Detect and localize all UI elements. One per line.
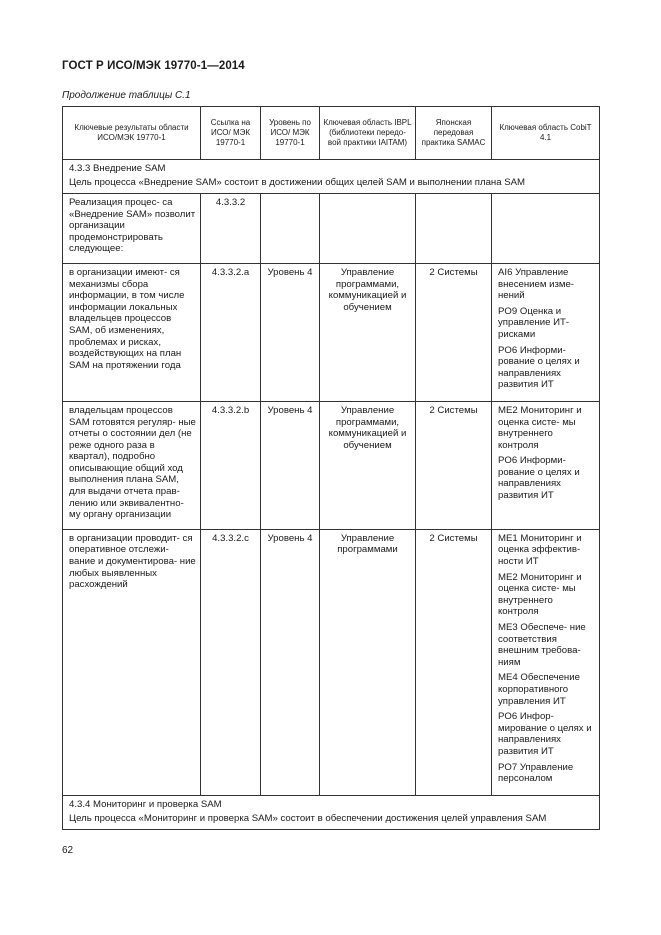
level-cell: Уровень 4 [261, 401, 320, 529]
samac-cell [416, 194, 492, 264]
ibpl-cell: Управление программами [320, 529, 416, 795]
result-cell: в организации имеют- ся механизмы сбора информации, в том числе информации локальных владельцев процессов SAM, об изменениях, проблемах и рисках, воздействующих на план SAM на протяжении года [63, 263, 201, 401]
cobit-item: PO9 Оценка и управление ИТ- рисками [498, 305, 570, 340]
samac-cell: 2 Системы [416, 529, 492, 795]
section-heading: 4.3.3 Внедрение SAM [69, 163, 166, 174]
samac-cell: 2 Системы [416, 401, 492, 529]
header-cobit: Ключевая область CobiT 4.1 [492, 107, 600, 160]
cobit-item: PO6 Информи- рование о целях и направлениях развития ИТ [498, 455, 580, 502]
table-header-row [63, 107, 600, 160]
level-cell [261, 194, 320, 264]
header-ibpl: Ключевая область IBPL (библиотеки передо- вой практики IAITAM) [320, 107, 416, 160]
ibpl-cell: Управление программами, коммуникацией и обучением [320, 263, 416, 401]
section-cell [63, 160, 600, 194]
header-iso-results: Ключевые результаты области ИСО/МЭК 19770-1 [63, 107, 201, 160]
table-row [63, 529, 600, 795]
cobit-item: ME2 Мониторинг и оценка систе- мы внутреннего контроля [498, 571, 582, 618]
cobit-item: AI6 Управление внесением изме- нений [498, 266, 575, 302]
reference-cell: 4.3.3.2.b [201, 401, 261, 529]
cobit-cell [492, 194, 600, 264]
header-iso-reference: Ссылка на ИСО/ МЭК 19770-1 [201, 107, 261, 160]
section-row [63, 795, 600, 829]
section-heading: 4.3.4 Мониторинг и проверка SAM [69, 798, 222, 810]
reference-cell: 4.3.3.2 [201, 194, 261, 264]
reference-cell: 4.3.3.2.a [201, 263, 261, 401]
table-row [63, 194, 600, 264]
cobit-item: PO6 Инфор- мирование о целях и направлениях развития ИТ [498, 711, 592, 757]
result-cell: Реализация процес- са «Внедрение SAM» позволит организации продемонстрировать следующее: [63, 194, 201, 264]
section-goal: Цель процесса «Мониторинг и проверка SAM» состоит в обеспечении достижения целей управления SAM [69, 812, 547, 824]
cobit-cell [492, 401, 600, 529]
standards-mapping-table [62, 106, 600, 830]
cobit-item: ME3 Обеспече- ние соответствия внешним требова- ниям [498, 622, 586, 668]
table-caption: Продолжение таблицы С.1 [62, 90, 191, 101]
reference-cell: 4.3.3.2.c [201, 529, 261, 795]
document-title: ГОСТ Р ИСО/МЭК 19770-1—2014 [62, 60, 245, 72]
cobit-item: ME4 Обеспечение корпоративного управления ИТ [498, 672, 580, 707]
result-cell: в организации проводит- ся оперативное отслежи- вание и документирова- ние любых выявленных расхождений [63, 529, 201, 795]
page-number: 62 [62, 845, 74, 856]
header-samac: Японская передовая практика SAMAC [416, 107, 492, 160]
cobit-item: PO7 Управление персоналом [498, 761, 574, 785]
cobit-cell [492, 263, 600, 401]
result-cell: владельцам процессов SAM готовятся регуляр- ные отчеты о состоянии дел (не реже одного раза в квартал), подробно описывающие общий ход выполнения плана SAM, для выдачи отчета прав- лению или эквивалентно- му органу организации [63, 401, 201, 529]
table-row [63, 401, 600, 529]
level-cell: Уровень 4 [261, 529, 320, 795]
header-iso-level: Уровень по ИСО/ МЭК 19770-1 [261, 107, 320, 160]
samac-cell: 2 Системы [416, 263, 492, 401]
section-row [63, 160, 600, 194]
section-cell [63, 795, 600, 829]
ibpl-cell [320, 194, 416, 264]
cobit-item: ME1 Мониторинг и оценка эффектив- ности ИТ [498, 532, 582, 568]
cobit-cell [492, 529, 600, 795]
cobit-item: PO6 Информи- рование о целях и направлениях развития ИТ [498, 344, 580, 391]
section-goal: Цель процесса «Внедрение SAM» состоит в достижении общих целей SAM и выполнении плана SAM [69, 177, 526, 188]
ibpl-cell: Управление программами, коммуникацией и обучением [320, 401, 416, 529]
cobit-item: ME2 Мониторинг и оценка систе- мы внутреннего контроля [498, 404, 582, 451]
level-cell: Уровень 4 [261, 263, 320, 401]
table-row [63, 263, 600, 401]
